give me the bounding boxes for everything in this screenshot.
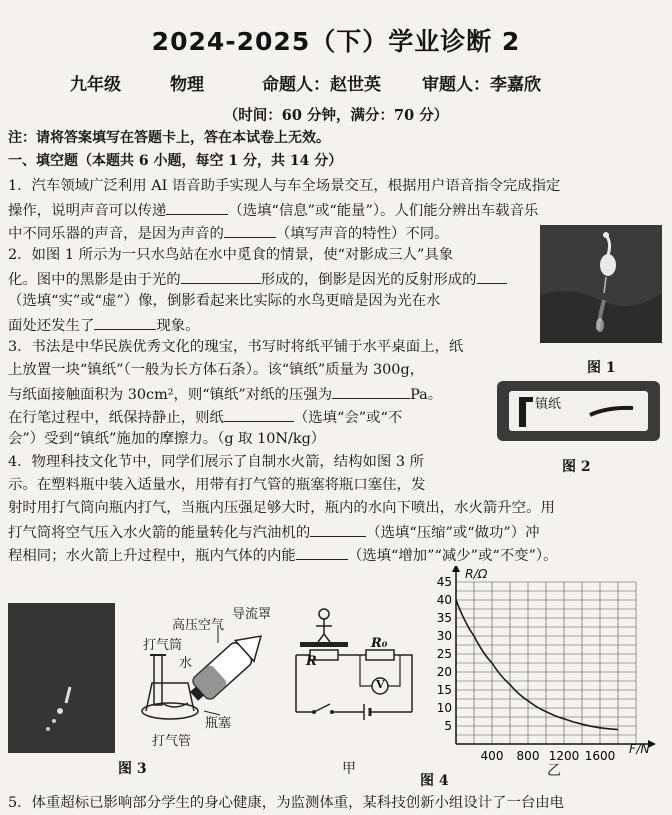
circuit-label-R0: R₀ [371, 636, 388, 651]
x-axis-label: F/N [629, 741, 650, 756]
figure-4-caption: 图 4 [420, 773, 449, 789]
q3-text-c: 在行笔过程中，纸保持静止，则纸 [8, 410, 224, 426]
q4-blank-1 [310, 521, 366, 537]
brush-stroke [587, 401, 637, 421]
label-pump: 打气筒 [143, 638, 183, 653]
q3-line4 [8, 406, 402, 428]
figure-1-caption: 图 1 [587, 360, 616, 376]
y-tick-label: 10 [436, 701, 452, 715]
y-tick-label: 30 [436, 629, 452, 643]
figure-2-caption: 图 2 [562, 459, 591, 475]
figure-2-frame [497, 381, 660, 441]
note: 注：请将答案填写在答题卡上，答在本试卷上无效。 [8, 130, 330, 146]
q1-line1: 1．汽车领域广泛利用 AI 语音助手实现人与车全场景交互，根据用户语音指令完成指定 [8, 178, 561, 194]
q1-blank-1 [166, 199, 228, 215]
q2-line3: （选填“实”或“虚”）像，倒影看起来比实际的水鸟更暗是因为光在水 [8, 293, 441, 309]
q3-line2: 上放置一块“镇纸”（一般为长方体石条）。该“镇纸”质量为 300g， [8, 362, 425, 378]
q2-blank-2 [477, 268, 507, 284]
q2-text-a: 化。图中的黑影是由于光的 [8, 272, 181, 288]
q4-blank-2 [296, 544, 348, 560]
q4-text-a: 打气筒将空气压入水火箭的能量转化与汽油机的 [8, 525, 311, 541]
q4-line5 [8, 544, 557, 566]
label-nose-cone: 导流罩 [232, 607, 272, 622]
waterbird-image [540, 225, 662, 343]
y-axis-label: R/Ω [465, 566, 488, 581]
q3-blank-1 [332, 383, 410, 399]
q1-text-b: （选填“信息”或“能量”）。人们能分辨出车载音乐 [228, 203, 539, 219]
y-axis-arrow [452, 566, 460, 572]
q2-blank-1 [181, 268, 261, 284]
q3-text-b: Pa。 [410, 387, 443, 403]
label-water: 水 [179, 656, 193, 671]
time-score: （时间：60 分钟，满分：70 分） [223, 107, 449, 124]
q2-line4 [8, 314, 200, 336]
paperweight-label: 镇纸 [535, 397, 562, 412]
y-tick-label: 45 [436, 575, 452, 589]
q1-text-d: （填写声音的特性）不同。 [275, 226, 449, 242]
y-tick-label: 25 [436, 647, 452, 661]
x-tick-label: 400 [480, 749, 504, 763]
reviewer: 审题人：李嘉欣 [422, 75, 541, 95]
label-pump-tube: 打气管 [152, 734, 192, 749]
q3-line5: 会”）受到“镇纸”施加的摩擦力。（g 取 10N/kg） [8, 431, 326, 447]
q1-line3 [8, 222, 449, 244]
q3-line3 [8, 383, 442, 405]
grade: 九年级 [70, 75, 121, 95]
q3-line1: 3．书法是中华民族优秀文化的瑰宝，书写时将纸平铺于水平桌面上，纸 [8, 339, 464, 355]
subject: 物理 [170, 75, 204, 95]
y-tick-label: 15 [436, 683, 452, 697]
x-tick-label: 1600 [584, 749, 616, 763]
q2-line1: 2．如图 1 所示为一只水鸟站在水中觅食的情景，使“对影成三人”具象 [8, 247, 454, 263]
section-heading: 一、填空题（本题共 6 小题，每空 1 分，共 14 分） [8, 153, 343, 169]
q3-text-a: 与纸面接触面积为 30cm²，则“镇纸”对纸的压强为 [8, 387, 333, 403]
figure-3-caption: 图 3 [118, 761, 147, 777]
graph-grid [456, 582, 636, 744]
q4-line3: 射时用打气筒向瓶内打气，当瓶内压强足够大时，瓶内的水向下喷出，水火箭升空。用 [8, 500, 555, 516]
q4-text-c: 程相同；水火箭上升过程中，瓶内气体的内能 [8, 548, 296, 564]
y-tick-label: 35 [436, 611, 452, 625]
exam-title: 2024-2025（下）学业诊断 2 [151, 27, 521, 56]
x-tick-label: 1200 [548, 749, 580, 763]
q2-text-b: 形成的，倒影是因光的反射形成的 [260, 272, 477, 288]
q4-line2: 示。在塑料瓶中装入适量水，用带有打气管的瓶塞将瓶口塞住，发 [8, 477, 426, 493]
q2-text-d: 现象。 [156, 318, 200, 334]
q4-line1: 4．物理科技文化节中，同学们展示了自制水火箭，结构如图 3 所 [8, 454, 425, 470]
r-f-curve [456, 600, 618, 730]
q3-blank-2 [224, 406, 294, 422]
q2-text-c: 面处还发生了 [8, 318, 95, 334]
circuit-caption: 甲 [342, 761, 356, 777]
label-high-pressure-air: 高压空气 [172, 618, 225, 633]
figure-3-photo [8, 603, 115, 753]
rocket-launch-image [8, 603, 115, 753]
paperweight-top [519, 397, 533, 402]
q4-line4 [8, 521, 540, 543]
q5-line1: 5．体重超标已影响部分学生的身心健康，为监测体重，某科技创新小组设计了一台由电 [8, 795, 565, 811]
q2-blank-3 [94, 314, 156, 330]
circuit-diagram [288, 600, 418, 750]
figure-1-photo [540, 225, 662, 343]
q1-line2 [8, 199, 538, 221]
circuit-label-R: R [306, 654, 317, 669]
label-stopper: 瓶塞 [205, 716, 232, 731]
q2-line2 [8, 268, 507, 290]
x-tick-label: 800 [516, 749, 540, 763]
y-tick-label: 40 [436, 593, 452, 607]
y-tick-label: 5 [444, 719, 452, 733]
graph-caption: 乙 [547, 763, 561, 779]
q1-text-a: 操作，说明声音可以传递 [8, 203, 167, 219]
y-tick-label: 20 [436, 665, 452, 679]
q3-text-d: （选填“会”或“不 [293, 410, 403, 426]
q4-text-b: （选填“压缩”或“做功”）冲 [366, 525, 540, 541]
q1-text-c: 中不同乐器的声音，是因为声音的 [8, 226, 224, 242]
voltmeter-label: V [376, 678, 385, 691]
q4-text-d: （选填“增加”“减少”或“不变”）。 [347, 548, 558, 564]
setter: 命题人：赵世英 [262, 75, 381, 95]
q1-blank-2 [224, 222, 276, 238]
